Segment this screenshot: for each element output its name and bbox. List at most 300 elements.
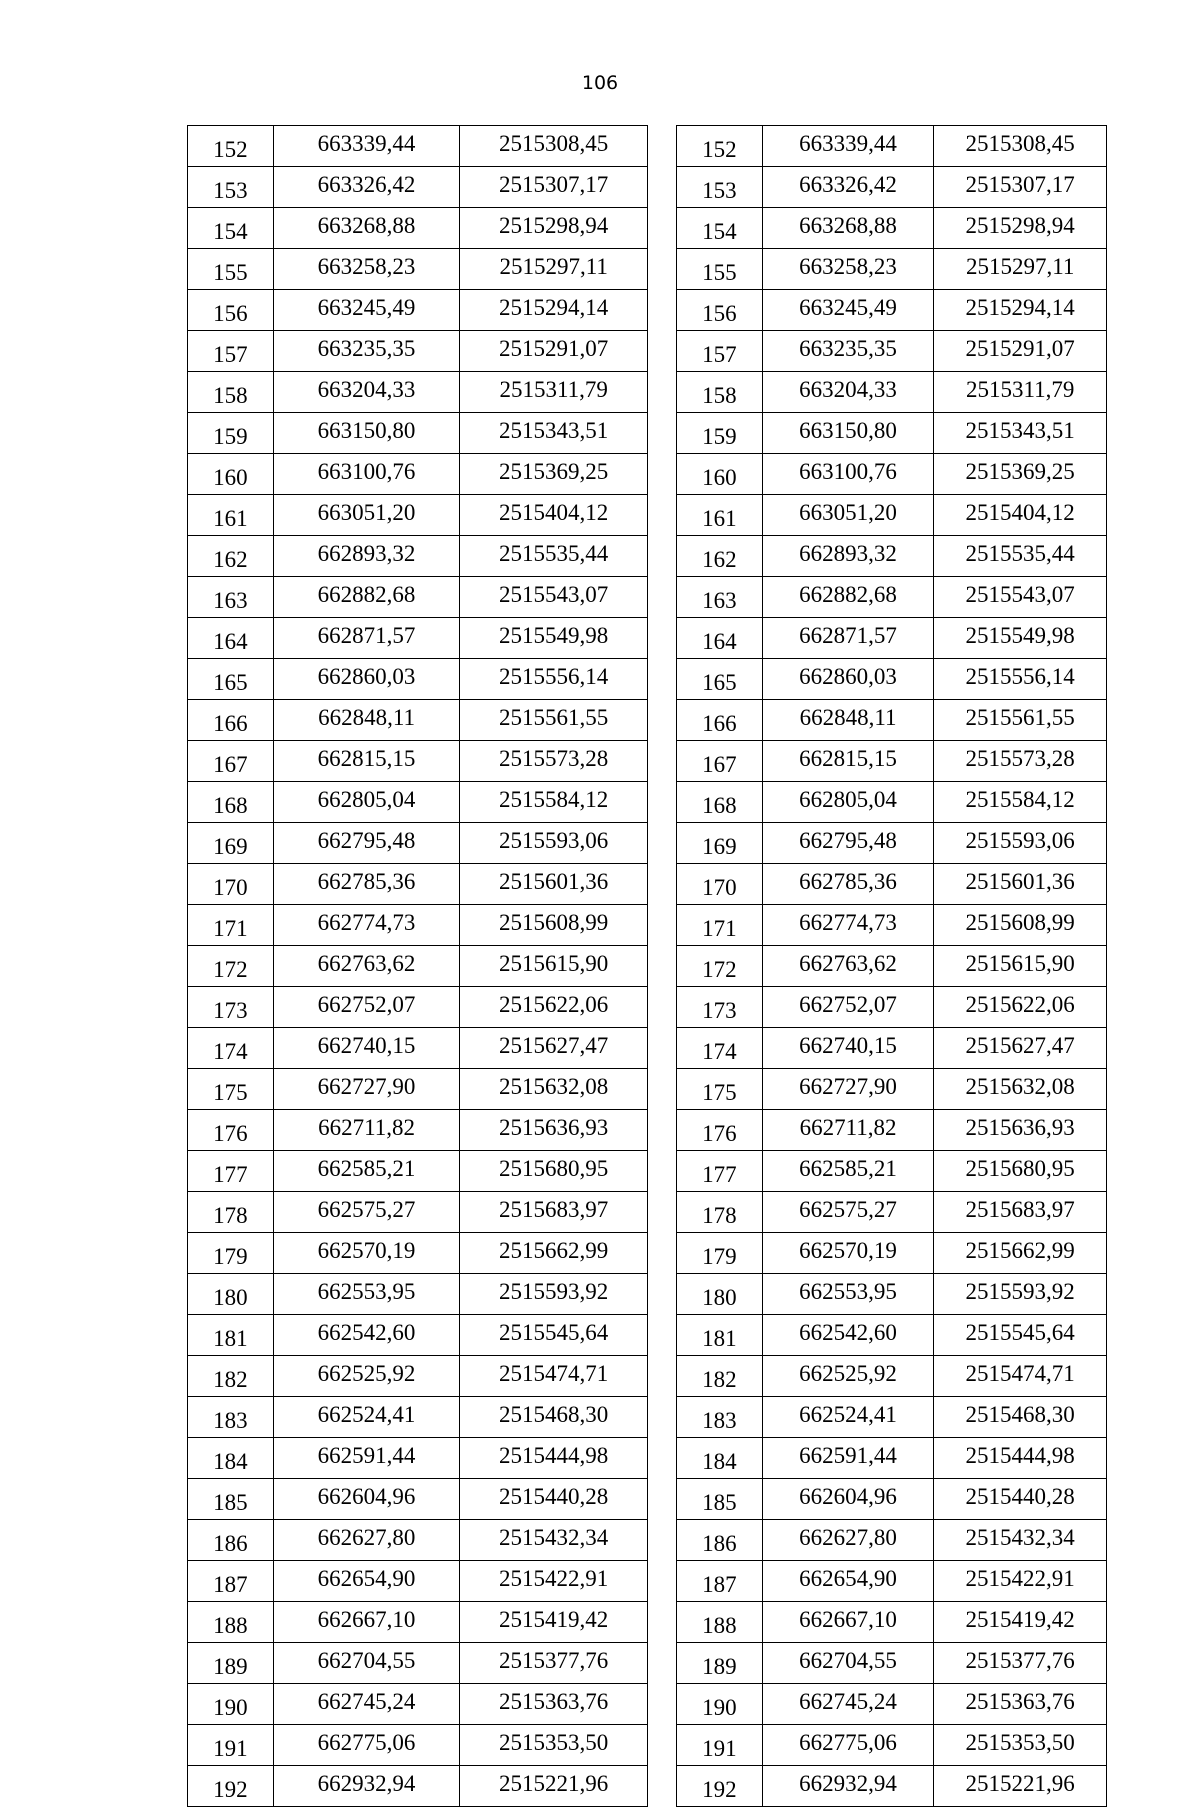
x-coordinate-cell: 663235,35 (273, 331, 460, 372)
point-number-cell: 156 (188, 290, 274, 331)
y-coordinate-cell: 2515615,90 (460, 946, 648, 987)
y-coordinate-cell: 2515573,28 (460, 741, 648, 782)
y-coordinate-cell: 2515543,07 (460, 577, 648, 618)
table-row (188, 618, 648, 659)
x-coordinate-cell: 662763,62 (273, 946, 460, 987)
y-coordinate-cell: 2515627,47 (934, 1028, 1107, 1069)
x-coordinate-cell: 662815,15 (273, 741, 460, 782)
y-coordinate-cell: 2515294,14 (460, 290, 648, 331)
point-number-cell: 192 (677, 1766, 763, 1807)
point-number-cell: 183 (188, 1397, 274, 1438)
table-row (188, 290, 648, 331)
y-coordinate-cell: 2515561,55 (460, 700, 648, 741)
y-coordinate-cell: 2515298,94 (460, 208, 648, 249)
x-coordinate-cell: 662871,57 (273, 618, 460, 659)
x-coordinate-cell: 663150,80 (762, 413, 934, 454)
point-number-cell: 172 (188, 946, 274, 987)
y-coordinate-cell: 2515549,98 (934, 618, 1107, 659)
y-coordinate-cell: 2515468,30 (460, 1397, 648, 1438)
y-coordinate-cell: 2515377,76 (934, 1643, 1107, 1684)
point-number-cell: 166 (677, 700, 763, 741)
y-coordinate-cell: 2515601,36 (460, 864, 648, 905)
y-coordinate-cell: 2515311,79 (934, 372, 1107, 413)
table-row (188, 126, 648, 167)
y-coordinate-cell: 2515419,42 (460, 1602, 648, 1643)
point-number-cell: 174 (188, 1028, 274, 1069)
x-coordinate-cell: 662553,95 (273, 1274, 460, 1315)
table-row (677, 454, 1107, 495)
table-row (188, 1643, 648, 1684)
x-coordinate-cell: 662667,10 (273, 1602, 460, 1643)
table-row (677, 1192, 1107, 1233)
x-coordinate-cell: 662860,03 (762, 659, 934, 700)
x-coordinate-cell: 662711,82 (273, 1110, 460, 1151)
x-coordinate-cell: 662740,15 (273, 1028, 460, 1069)
table-row (188, 577, 648, 618)
table-row (677, 577, 1107, 618)
y-coordinate-cell: 2515593,06 (460, 823, 648, 864)
point-number-cell: 153 (677, 167, 763, 208)
y-coordinate-cell: 2515404,12 (460, 495, 648, 536)
point-number-cell: 173 (677, 987, 763, 1028)
point-number-cell: 158 (677, 372, 763, 413)
point-number-cell: 190 (677, 1684, 763, 1725)
table-row (188, 331, 648, 372)
x-coordinate-cell: 663051,20 (762, 495, 934, 536)
table-row (677, 1397, 1107, 1438)
x-coordinate-cell: 662848,11 (762, 700, 934, 741)
x-coordinate-cell: 662727,90 (273, 1069, 460, 1110)
table-row (677, 1233, 1107, 1274)
point-number-cell: 170 (188, 864, 274, 905)
x-coordinate-cell: 662932,94 (762, 1766, 934, 1807)
y-coordinate-cell: 2515291,07 (934, 331, 1107, 372)
y-coordinate-cell: 2515353,50 (934, 1725, 1107, 1766)
y-coordinate-cell: 2515549,98 (460, 618, 648, 659)
point-number-cell: 188 (677, 1602, 763, 1643)
x-coordinate-cell: 662882,68 (762, 577, 934, 618)
y-coordinate-cell: 2515593,06 (934, 823, 1107, 864)
y-coordinate-cell: 2515311,79 (460, 372, 648, 413)
y-coordinate-cell: 2515545,64 (460, 1315, 648, 1356)
y-coordinate-cell: 2515307,17 (460, 167, 648, 208)
table-row (188, 1684, 648, 1725)
y-coordinate-cell: 2515632,08 (934, 1069, 1107, 1110)
x-coordinate-cell: 663326,42 (273, 167, 460, 208)
x-coordinate-cell: 662575,27 (762, 1192, 934, 1233)
y-coordinate-cell: 2515680,95 (934, 1151, 1107, 1192)
y-coordinate-cell: 2515593,92 (934, 1274, 1107, 1315)
table-row (677, 1069, 1107, 1110)
table-row (188, 1725, 648, 1766)
x-coordinate-cell: 663258,23 (273, 249, 460, 290)
y-coordinate-cell: 2515584,12 (460, 782, 648, 823)
x-coordinate-cell: 662815,15 (762, 741, 934, 782)
table-row (677, 1315, 1107, 1356)
y-coordinate-cell: 2515297,11 (934, 249, 1107, 290)
x-coordinate-cell: 662667,10 (762, 1602, 934, 1643)
point-number-cell: 155 (677, 249, 763, 290)
x-coordinate-cell: 662775,06 (273, 1725, 460, 1766)
x-coordinate-cell: 662704,55 (762, 1643, 934, 1684)
point-number-cell: 155 (188, 249, 274, 290)
table-row (188, 1069, 648, 1110)
y-coordinate-cell: 2515444,98 (460, 1438, 648, 1479)
table-row (188, 987, 648, 1028)
y-coordinate-cell: 2515404,12 (934, 495, 1107, 536)
x-coordinate-cell: 662553,95 (762, 1274, 934, 1315)
y-coordinate-cell: 2515363,76 (460, 1684, 648, 1725)
point-number-cell: 180 (677, 1274, 763, 1315)
point-number-cell: 153 (188, 167, 274, 208)
table-row (677, 700, 1107, 741)
y-coordinate-cell: 2515468,30 (934, 1397, 1107, 1438)
x-coordinate-cell: 662524,41 (273, 1397, 460, 1438)
x-coordinate-cell: 662525,92 (762, 1356, 934, 1397)
table-row (677, 1274, 1107, 1315)
x-coordinate-cell: 662860,03 (273, 659, 460, 700)
point-number-cell: 170 (677, 864, 763, 905)
y-coordinate-cell: 2515377,76 (460, 1643, 648, 1684)
point-number-cell: 172 (677, 946, 763, 987)
y-coordinate-cell: 2515535,44 (934, 536, 1107, 577)
x-coordinate-cell: 662604,96 (273, 1479, 460, 1520)
point-number-cell: 182 (188, 1356, 274, 1397)
point-number-cell: 177 (188, 1151, 274, 1192)
x-coordinate-cell: 662805,04 (273, 782, 460, 823)
table-row (677, 1028, 1107, 1069)
x-coordinate-cell: 662711,82 (762, 1110, 934, 1151)
y-coordinate-cell: 2515584,12 (934, 782, 1107, 823)
table-row (188, 167, 648, 208)
point-number-cell: 156 (677, 290, 763, 331)
table-row (677, 1684, 1107, 1725)
x-coordinate-cell: 662740,15 (762, 1028, 934, 1069)
point-number-cell: 190 (188, 1684, 274, 1725)
y-coordinate-cell: 2515627,47 (460, 1028, 648, 1069)
y-coordinate-cell: 2515561,55 (934, 700, 1107, 741)
point-number-cell: 186 (677, 1520, 763, 1561)
point-number-cell: 169 (677, 823, 763, 864)
x-coordinate-cell: 662805,04 (762, 782, 934, 823)
point-number-cell: 176 (188, 1110, 274, 1151)
point-number-cell: 164 (188, 618, 274, 659)
y-coordinate-cell: 2515440,28 (934, 1479, 1107, 1520)
y-coordinate-cell: 2515308,45 (460, 126, 648, 167)
table-row (677, 126, 1107, 167)
table-row (677, 618, 1107, 659)
y-coordinate-cell: 2515683,97 (460, 1192, 648, 1233)
table-row (188, 249, 648, 290)
table-row (188, 659, 648, 700)
y-coordinate-cell: 2515291,07 (460, 331, 648, 372)
y-coordinate-cell: 2515573,28 (934, 741, 1107, 782)
table-row (188, 1274, 648, 1315)
table-row (677, 823, 1107, 864)
x-coordinate-cell: 663100,76 (273, 454, 460, 495)
x-coordinate-cell: 662785,36 (273, 864, 460, 905)
table-row (188, 1315, 648, 1356)
x-coordinate-cell: 662775,06 (762, 1725, 934, 1766)
table-row (188, 1110, 648, 1151)
table-row (677, 1561, 1107, 1602)
point-number-cell: 159 (677, 413, 763, 454)
x-coordinate-cell: 662585,21 (762, 1151, 934, 1192)
y-coordinate-cell: 2515608,99 (460, 905, 648, 946)
x-coordinate-cell: 663339,44 (273, 126, 460, 167)
x-coordinate-cell: 662752,07 (273, 987, 460, 1028)
table-row (677, 905, 1107, 946)
point-number-cell: 185 (188, 1479, 274, 1520)
point-number-cell: 166 (188, 700, 274, 741)
point-number-cell: 179 (677, 1233, 763, 1274)
table-row (188, 823, 648, 864)
point-number-cell: 191 (188, 1725, 274, 1766)
y-coordinate-cell: 2515432,34 (460, 1520, 648, 1561)
y-coordinate-cell: 2515221,96 (934, 1766, 1107, 1807)
table-row (188, 700, 648, 741)
table-row (188, 208, 648, 249)
table-row (188, 536, 648, 577)
point-number-cell: 184 (677, 1438, 763, 1479)
x-coordinate-cell: 662570,19 (273, 1233, 460, 1274)
x-coordinate-cell: 662570,19 (762, 1233, 934, 1274)
table-row (677, 1520, 1107, 1561)
table-row (677, 536, 1107, 577)
point-number-cell: 171 (677, 905, 763, 946)
y-coordinate-cell: 2515308,45 (934, 126, 1107, 167)
y-coordinate-cell: 2515622,06 (460, 987, 648, 1028)
y-coordinate-cell: 2515608,99 (934, 905, 1107, 946)
point-number-cell: 169 (188, 823, 274, 864)
point-number-cell: 185 (677, 1479, 763, 1520)
table-row (188, 1397, 648, 1438)
x-coordinate-cell: 663204,33 (273, 372, 460, 413)
x-coordinate-cell: 662893,32 (273, 536, 460, 577)
point-number-cell: 173 (188, 987, 274, 1028)
point-number-cell: 175 (188, 1069, 274, 1110)
table-row (677, 1151, 1107, 1192)
x-coordinate-cell: 662795,48 (762, 823, 934, 864)
point-number-cell: 154 (677, 208, 763, 249)
point-number-cell: 157 (188, 331, 274, 372)
table-row (188, 1028, 648, 1069)
table-row (188, 1233, 648, 1274)
table-row (188, 1561, 648, 1602)
table-row (188, 1192, 648, 1233)
x-coordinate-cell: 662882,68 (273, 577, 460, 618)
table-row (677, 331, 1107, 372)
y-coordinate-cell: 2515636,93 (460, 1110, 648, 1151)
y-coordinate-cell: 2515369,25 (934, 454, 1107, 495)
table-row (188, 454, 648, 495)
y-coordinate-cell: 2515298,94 (934, 208, 1107, 249)
table-row (677, 946, 1107, 987)
table-row (188, 372, 648, 413)
coordinates-table-right (676, 125, 1107, 1807)
x-coordinate-cell: 663204,33 (762, 372, 934, 413)
x-coordinate-cell: 662604,96 (762, 1479, 934, 1520)
x-coordinate-cell: 662591,44 (762, 1438, 934, 1479)
point-number-cell: 158 (188, 372, 274, 413)
x-coordinate-cell: 662893,32 (762, 536, 934, 577)
y-coordinate-cell: 2515474,71 (934, 1356, 1107, 1397)
point-number-cell: 183 (677, 1397, 763, 1438)
point-number-cell: 181 (677, 1315, 763, 1356)
x-coordinate-cell: 662525,92 (273, 1356, 460, 1397)
x-coordinate-cell: 662575,27 (273, 1192, 460, 1233)
x-coordinate-cell: 662727,90 (762, 1069, 934, 1110)
y-coordinate-cell: 2515432,34 (934, 1520, 1107, 1561)
table-row (188, 1151, 648, 1192)
table-row (677, 249, 1107, 290)
table-row (677, 495, 1107, 536)
table-row (677, 659, 1107, 700)
x-coordinate-cell: 663235,35 (762, 331, 934, 372)
y-coordinate-cell: 2515422,91 (934, 1561, 1107, 1602)
y-coordinate-cell: 2515221,96 (460, 1766, 648, 1807)
point-number-cell: 188 (188, 1602, 274, 1643)
table-row (188, 1602, 648, 1643)
y-coordinate-cell: 2515662,99 (934, 1233, 1107, 1274)
table-row (188, 741, 648, 782)
x-coordinate-cell: 662871,57 (762, 618, 934, 659)
point-number-cell: 152 (677, 126, 763, 167)
point-number-cell: 154 (188, 208, 274, 249)
table-row (677, 1356, 1107, 1397)
x-coordinate-cell: 663268,88 (273, 208, 460, 249)
point-number-cell: 174 (677, 1028, 763, 1069)
y-coordinate-cell: 2515556,14 (934, 659, 1107, 700)
y-coordinate-cell: 2515474,71 (460, 1356, 648, 1397)
x-coordinate-cell: 662774,73 (762, 905, 934, 946)
x-coordinate-cell: 662654,90 (273, 1561, 460, 1602)
point-number-cell: 168 (677, 782, 763, 823)
y-coordinate-cell: 2515680,95 (460, 1151, 648, 1192)
table-row (188, 1766, 648, 1807)
table-row (188, 864, 648, 905)
table-row (188, 495, 648, 536)
y-coordinate-cell: 2515294,14 (934, 290, 1107, 331)
point-number-cell: 167 (188, 741, 274, 782)
x-coordinate-cell: 663326,42 (762, 167, 934, 208)
x-coordinate-cell: 662591,44 (273, 1438, 460, 1479)
point-number-cell: 161 (677, 495, 763, 536)
point-number-cell: 163 (188, 577, 274, 618)
table-row (677, 741, 1107, 782)
table-row (677, 208, 1107, 249)
point-number-cell: 177 (677, 1151, 763, 1192)
y-coordinate-cell: 2515422,91 (460, 1561, 648, 1602)
x-coordinate-cell: 662542,60 (273, 1315, 460, 1356)
y-coordinate-cell: 2515543,07 (934, 577, 1107, 618)
point-number-cell: 180 (188, 1274, 274, 1315)
table-row (677, 1479, 1107, 1520)
point-number-cell: 189 (677, 1643, 763, 1684)
x-coordinate-cell: 662745,24 (273, 1684, 460, 1725)
point-number-cell: 159 (188, 413, 274, 454)
point-number-cell: 181 (188, 1315, 274, 1356)
point-number-cell: 162 (188, 536, 274, 577)
table-row (677, 1110, 1107, 1151)
table-row (188, 1520, 648, 1561)
x-coordinate-cell: 662848,11 (273, 700, 460, 741)
x-coordinate-cell: 662745,24 (762, 1684, 934, 1725)
table-row (188, 413, 648, 454)
table-row (677, 987, 1107, 1028)
point-number-cell: 176 (677, 1110, 763, 1151)
y-coordinate-cell: 2515556,14 (460, 659, 648, 700)
y-coordinate-cell: 2515683,97 (934, 1192, 1107, 1233)
table-row (188, 905, 648, 946)
point-number-cell: 165 (188, 659, 274, 700)
y-coordinate-cell: 2515343,51 (460, 413, 648, 454)
x-coordinate-cell: 662752,07 (762, 987, 934, 1028)
y-coordinate-cell: 2515622,06 (934, 987, 1107, 1028)
y-coordinate-cell: 2515343,51 (934, 413, 1107, 454)
page-number: 106 (581, 72, 619, 94)
x-coordinate-cell: 663100,76 (762, 454, 934, 495)
y-coordinate-cell: 2515545,64 (934, 1315, 1107, 1356)
x-coordinate-cell: 663150,80 (273, 413, 460, 454)
point-number-cell: 182 (677, 1356, 763, 1397)
y-coordinate-cell: 2515307,17 (934, 167, 1107, 208)
coordinates-table-left (187, 125, 648, 1807)
table-row (677, 1602, 1107, 1643)
table-row (677, 290, 1107, 331)
point-number-cell: 165 (677, 659, 763, 700)
table-row (677, 167, 1107, 208)
x-coordinate-cell: 662785,36 (762, 864, 934, 905)
point-number-cell: 187 (677, 1561, 763, 1602)
point-number-cell: 178 (188, 1192, 274, 1233)
table-row (677, 1725, 1107, 1766)
y-coordinate-cell: 2515297,11 (460, 249, 648, 290)
y-coordinate-cell: 2515662,99 (460, 1233, 648, 1274)
table-row (677, 782, 1107, 823)
y-coordinate-cell: 2515636,93 (934, 1110, 1107, 1151)
x-coordinate-cell: 662654,90 (762, 1561, 934, 1602)
y-coordinate-cell: 2515593,92 (460, 1274, 648, 1315)
table-row (677, 864, 1107, 905)
point-number-cell: 178 (677, 1192, 763, 1233)
x-coordinate-cell: 663258,23 (762, 249, 934, 290)
x-coordinate-cell: 662524,41 (762, 1397, 934, 1438)
table-row (188, 1479, 648, 1520)
point-number-cell: 168 (188, 782, 274, 823)
point-number-cell: 175 (677, 1069, 763, 1110)
point-number-cell: 152 (188, 126, 274, 167)
table-row (677, 413, 1107, 454)
x-coordinate-cell: 662774,73 (273, 905, 460, 946)
x-coordinate-cell: 663245,49 (273, 290, 460, 331)
point-number-cell: 189 (188, 1643, 274, 1684)
point-number-cell: 162 (677, 536, 763, 577)
y-coordinate-cell: 2515444,98 (934, 1438, 1107, 1479)
table-row (677, 372, 1107, 413)
point-number-cell: 192 (188, 1766, 274, 1807)
y-coordinate-cell: 2515369,25 (460, 454, 648, 495)
point-number-cell: 187 (188, 1561, 274, 1602)
x-coordinate-cell: 662763,62 (762, 946, 934, 987)
table-row (677, 1766, 1107, 1807)
y-coordinate-cell: 2515419,42 (934, 1602, 1107, 1643)
y-coordinate-cell: 2515440,28 (460, 1479, 648, 1520)
y-coordinate-cell: 2515601,36 (934, 864, 1107, 905)
table-row (677, 1643, 1107, 1684)
point-number-cell: 164 (677, 618, 763, 659)
x-coordinate-cell: 662704,55 (273, 1643, 460, 1684)
